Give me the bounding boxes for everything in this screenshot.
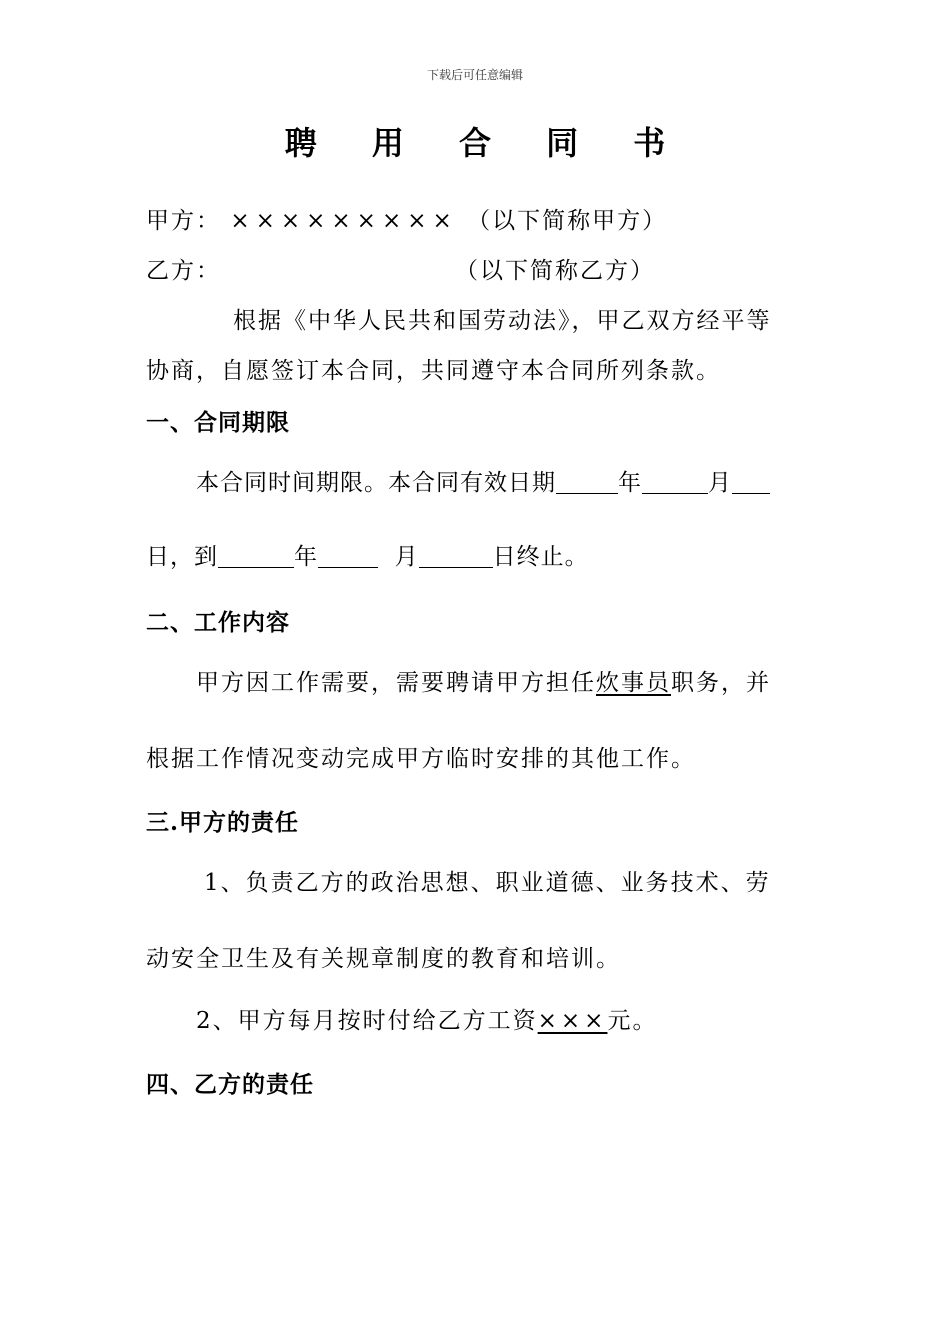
salary-text: 2、甲方每月按时付给乙方工资 bbox=[196, 1008, 538, 1034]
end-year-blank bbox=[218, 543, 294, 568]
salary-unit: 元。 bbox=[607, 1008, 658, 1034]
section-3-heading: 三.甲方的责任 bbox=[146, 809, 300, 836]
work-text-b: 职务，并 bbox=[671, 670, 771, 696]
section-2-line-1 bbox=[196, 664, 771, 697]
work-text: 甲方因工作需要，需要聘请甲方担任 bbox=[196, 670, 596, 696]
start-year-blank bbox=[556, 469, 618, 494]
preamble-line-1: 根据《中华人民共和国劳动法》，甲乙双方经平等 bbox=[233, 308, 772, 334]
party-a-line bbox=[146, 202, 667, 235]
party-a-note: （以下简称甲方） bbox=[467, 208, 668, 234]
section-3-item-2 bbox=[196, 1002, 657, 1035]
section-3-item-1-line-1: 1、负责乙方的政治思想、职业道德、业务技术、劳 bbox=[204, 870, 771, 896]
party-b-label: 乙方： bbox=[146, 258, 221, 284]
party-b-line bbox=[146, 252, 221, 285]
party-b-note: （以下简称乙方） bbox=[455, 258, 655, 284]
term-text: 本合同时间期限。本合同有效日期 bbox=[196, 470, 556, 496]
start-day-blank bbox=[732, 469, 770, 494]
year-label-2: 年 bbox=[294, 544, 318, 570]
month-label-2: 月 bbox=[394, 544, 419, 570]
section-1-line-2 bbox=[146, 538, 589, 571]
month-label: 月 bbox=[708, 470, 732, 496]
section-3-item-1-line-2: 动安全卫生及有关规章制度的教育和培训。 bbox=[146, 946, 621, 972]
salary-amount: ××× bbox=[537, 1008, 608, 1034]
section-4-heading: 四、乙方的责任 bbox=[146, 1071, 314, 1098]
year-label: 年 bbox=[618, 470, 642, 496]
preamble-line-2: 协商，自愿签订本合同，共同遵守本合同所列条款。 bbox=[146, 358, 721, 384]
header-note: 下载后可任意编辑 bbox=[426, 68, 523, 82]
party-a-label: 甲方： bbox=[146, 208, 221, 234]
party-a-value: ××××××××× bbox=[230, 208, 458, 234]
position-value: 炊事员 bbox=[596, 670, 671, 696]
section-2-line-2: 根据工作情况变动完成甲方临时安排的其他工作。 bbox=[146, 746, 696, 772]
start-month-blank bbox=[642, 469, 708, 494]
section-1-heading: 一、合同期限 bbox=[146, 409, 290, 436]
section-1-line-1 bbox=[196, 464, 770, 497]
day-to-label: 日，到 bbox=[146, 544, 218, 570]
end-month-blank bbox=[318, 543, 378, 568]
end-label: 日终止。 bbox=[492, 544, 589, 570]
end-day-blank bbox=[419, 543, 493, 568]
section-2-heading: 二、工作内容 bbox=[146, 609, 290, 636]
document-title: 聘 用 合 同 书 bbox=[284, 124, 688, 162]
